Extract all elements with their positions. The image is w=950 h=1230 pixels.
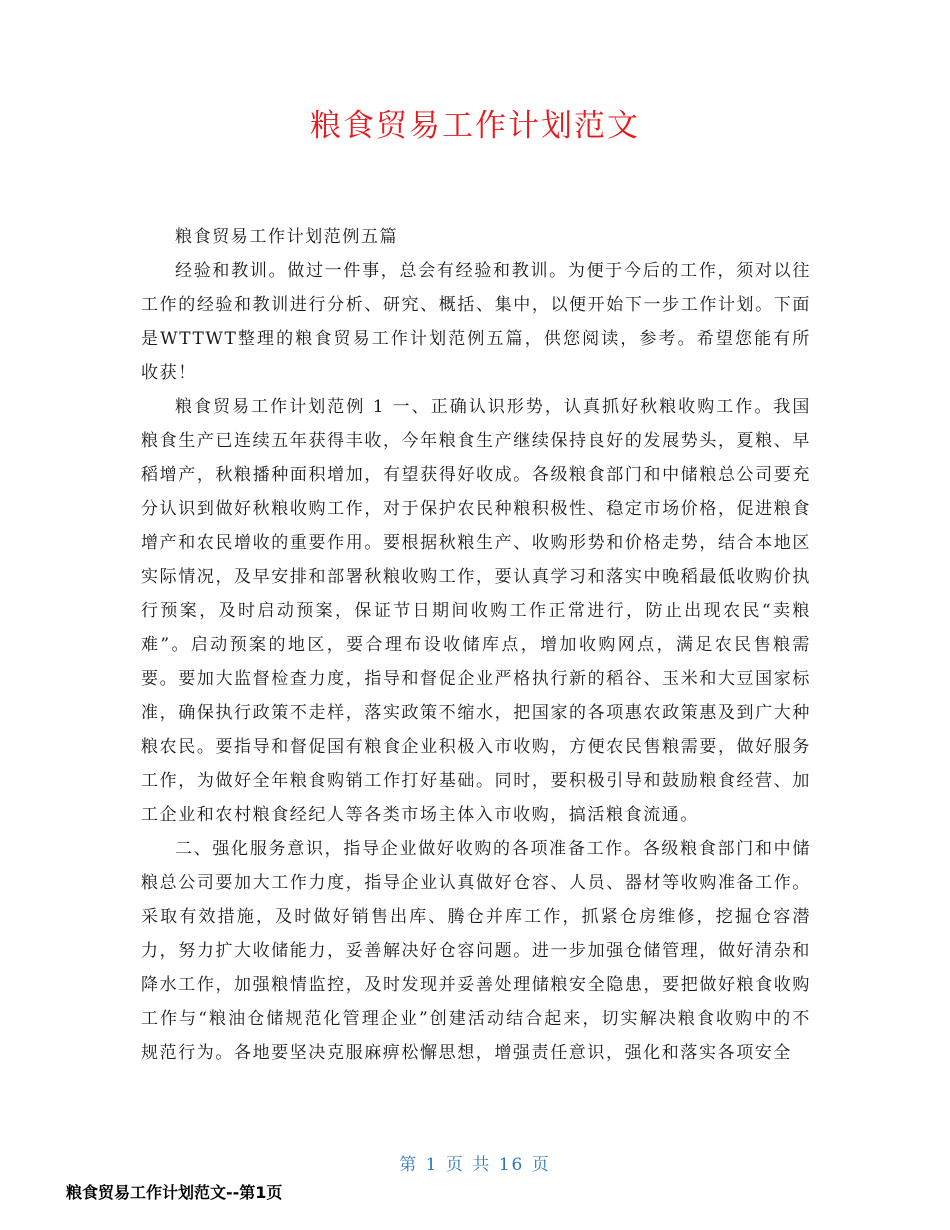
section-two-paragraph: 二、强化服务意识，指导企业做好收购的各项准备工作。各级粮食部门和中储粮总公司要加大工作力度，指导企业认真做好仓容、人员、器材等收购准备工作。采取有效措施，及时做好销售出库、腾仓并库工作，抓紧仓房维修，挖掘仓容潜力，努力扩大收储能力，妥善解决好仓容问题。进一步加强仓储管理，做好清杂和降水工作，加强粮情监控，及时发现并妥善处理储粮安全隐患，要把做好粮食收购工作与“粮油仓储规范化管理企业”创建活动结合起来，切实解决粮食收购中的不规范行为。各地要坚决克服麻痹松懈思想，增强责任意识，强化和落实各项安全 (141, 839, 811, 1063)
document-title: 粮食贸易工作计划范文 (310, 108, 640, 144)
intro-paragraph: 经验和教训。做过一件事，总会有经验和教训。为便于今后的工作，须对以往工作的经验和教训进行分析、研究、概括、集中，以便开始下一步工作计划。下面是WTTWT整理的粮食贸易工作计划范例五篇，供您阅读，参考。希望您能有所收获！ (141, 261, 811, 383)
document-footer-label: 粮食贸易工作计划范文--第1页 (66, 1183, 283, 1202)
page-indicator: 第 1 页 共 16 页 (399, 1155, 551, 1175)
document-body (141, 220, 811, 1070)
subtitle-paragraph: 粮食贸易工作计划范例五篇 (175, 227, 399, 247)
section-one-paragraph: 粮食贸易工作计划范例 1 一、正确认识形势，认真抓好秋粮收购工作。我国粮食生产已连续五年获得丰收，今年粮食生产继续保持良好的发展势头，夏粮、早稻增产，秋粮播种面积增加，有望获得好收成。各级粮食部门和中储粮总公司要充分认识到做好秋粮收购工作，对于保护农民种粮积极性、稳定市场价格，促进粮食增产和农民增收的重要作用。要根据秋粮生产、收购形势和价格走势，结合本地区实际情况，及早安排和部署秋粮收购工作，要认真学习和落实中晚稻最低收购价执行预案，及时启动预案，保证节日期间收购工作正常进行，防止出现农民“卖粮难”。启动预案的地区，要合理布设收储库点，增加收购网点，满足农民售粮需要。要加大监督检查力度，指导和督促企业严格执行新的稻谷、玉米和大豆国家标准，确保执行政策不走样，落实政策不缩水，把国家的各项惠农政策惠及到广大种粮农民。要指导和督促国有粮食企业积极入市收购，方便农民售粮需要，做好服务工作，为做好全年粮食购销工作打好基础。同时，要积极引导和鼓励粮食经营、加工企业和农村粮食经纪人等各类市场主体入市收购，搞活粮食流通。 (141, 397, 811, 825)
